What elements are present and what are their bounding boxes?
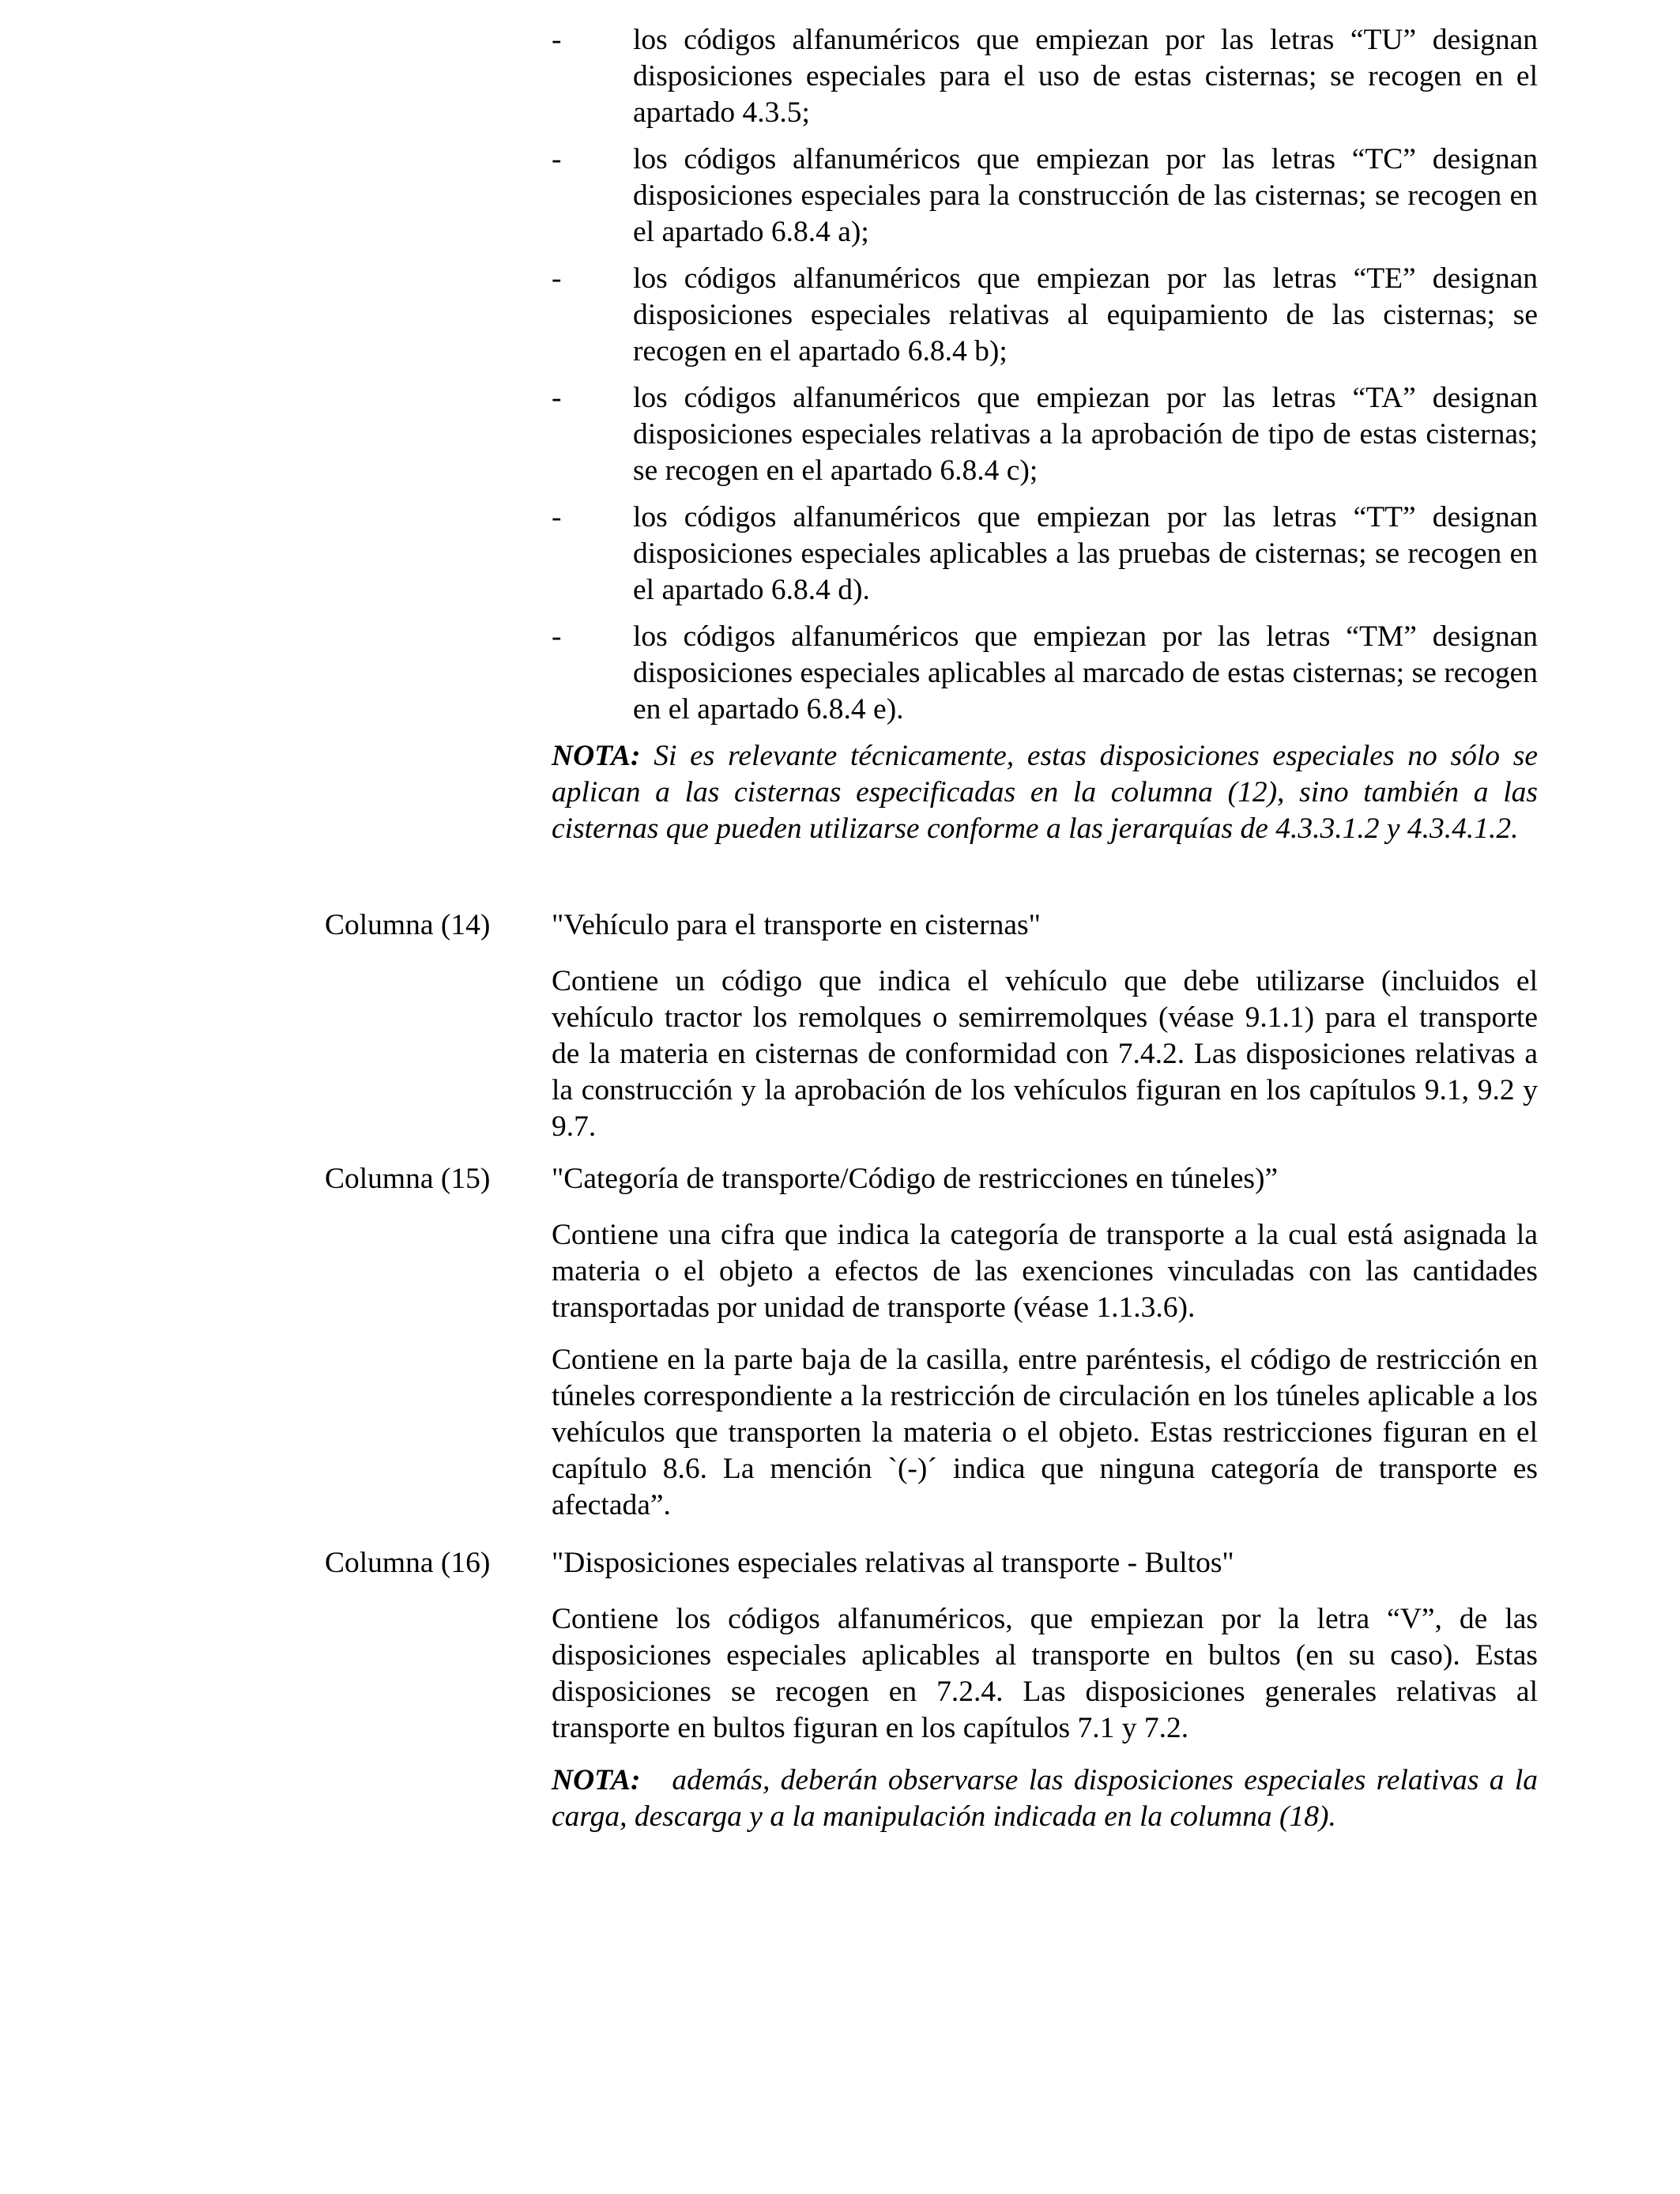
list-item [552, 619, 1538, 728]
column-label: Columna (15) [325, 1163, 491, 1195]
column-title: "Categoría de transporte/Código de restricciones en túneles)” [552, 1163, 1279, 1195]
list-item-text: los códigos alfanuméricos que empiezan por las letras “TC” designan disposiciones especiales para la construcción de las cisternas; se recogen en el apartado 6.8.4 a); [633, 143, 1538, 248]
list-item [552, 141, 1538, 251]
note-text: Si es relevante técnicamente, estas disposiciones especiales no sólo se aplican a las cisternas especificadas en la columna (12), sino también a las cisternas que pueden utilizarse conforme a las jerarquías de 4.3.3.1.2 y 4.3.4.1.2. [552, 740, 1538, 845]
note-text: además, deberán observarse las disposiciones especiales relativas a la carga, descarga y a la manipulación indicada en la columna (18). [552, 1764, 1546, 1833]
column-body [552, 907, 1538, 1145]
column-title: "Disposiciones especiales relativas al transporte - Bultos" [552, 1547, 1234, 1579]
list-item-text: los códigos alfanuméricos que empiezan por las letras “TA” designan disposiciones especiales relativas a la aprobación de tipo de estas cisternas; se recogen en el apartado 6.8.4 c); [633, 382, 1538, 487]
column-label: Columna (16) [325, 1547, 491, 1579]
list-item [552, 261, 1538, 370]
bullet-list [552, 22, 1538, 847]
list-dash: - [552, 382, 562, 414]
list-dash: - [552, 620, 562, 653]
list-item-text: los códigos alfanuméricos que empiezan por las letras “TU” designan disposiciones especiales para el uso de estas cisternas; se recogen en el apartado 4.3.5; [633, 24, 1538, 129]
list-item [552, 380, 1538, 489]
list-item-text: los códigos alfanuméricos que empiezan por las letras “TM” designan disposiciones especiales aplicables al marcado de estas cisternas; se recogen en el apartado 6.8.4 e). [633, 620, 1538, 726]
list-item-text: los códigos alfanuméricos que empiezan por las letras “TE” designan disposiciones especiales relativas al equipamiento de las cisternas; se recogen en el apartado 6.8.4 b); [633, 262, 1538, 368]
list-item-text: los códigos alfanuméricos que empiezan por las letras “TT” designan disposiciones especiales aplicables a las pruebas de cisternas; se recogen en el apartado 6.8.4 d). [633, 501, 1538, 606]
column-label: Columna (14) [325, 909, 491, 941]
column-paragraph: Contiene un código que indica el vehículo que debe utilizarse (incluidos el vehículo tractor los remolques o semirremolques (véase 9.1.1) para el transporte de la materia en cisternas de conformidad con 7.4.2. Las disposiciones relativas a la construcción y la aprobación de los vehículos figuran en los capítulos 9.1, 9.2 y 9.7. [552, 965, 1538, 1143]
column-body [552, 1161, 1538, 1524]
column-paragraph: Contiene los códigos alfanuméricos, que empiezan por la letra “V”, de las disposiciones especiales aplicables al transporte en bultos (en su caso). Estas disposiciones se recogen en 7.2.4. Las disposiciones generales relativas al transporte en bultos figuran en los capítulos 7.1 y 7.2. [552, 1603, 1538, 1744]
list-dash: - [552, 24, 562, 56]
list-item [552, 499, 1538, 609]
list-dash: - [552, 262, 562, 295]
note-paragraph [552, 1762, 1546, 1835]
column-title: "Vehículo para el transporte en cisternas" [552, 909, 1041, 941]
note-paragraph [552, 738, 1538, 847]
list-dash: - [552, 143, 562, 175]
note-label: NOTA: [552, 1764, 641, 1796]
note-label: NOTA: [552, 740, 641, 772]
column-paragraph: Contiene en la parte baja de la casilla, entre paréntesis, el código de restricción en túneles correspondiente a la restricción de circulación en los túneles aplicable a los vehículos que transporten la materia o el objeto. Estas restricciones figuran en el capítulo 8.6. La mención `(-)´ indica que ninguna categoría de transporte es afectada”. [552, 1344, 1538, 1521]
list-dash: - [552, 501, 562, 533]
column-paragraph: Contiene una cifra que indica la categoría de transporte a la cual está asignada la materia o el objeto a efectos de las exenciones vinculadas con las cantidades transportadas por unidad de transporte (véase 1.1.3.6). [552, 1219, 1538, 1324]
list-item [552, 22, 1538, 131]
column-body [552, 1545, 1546, 1835]
